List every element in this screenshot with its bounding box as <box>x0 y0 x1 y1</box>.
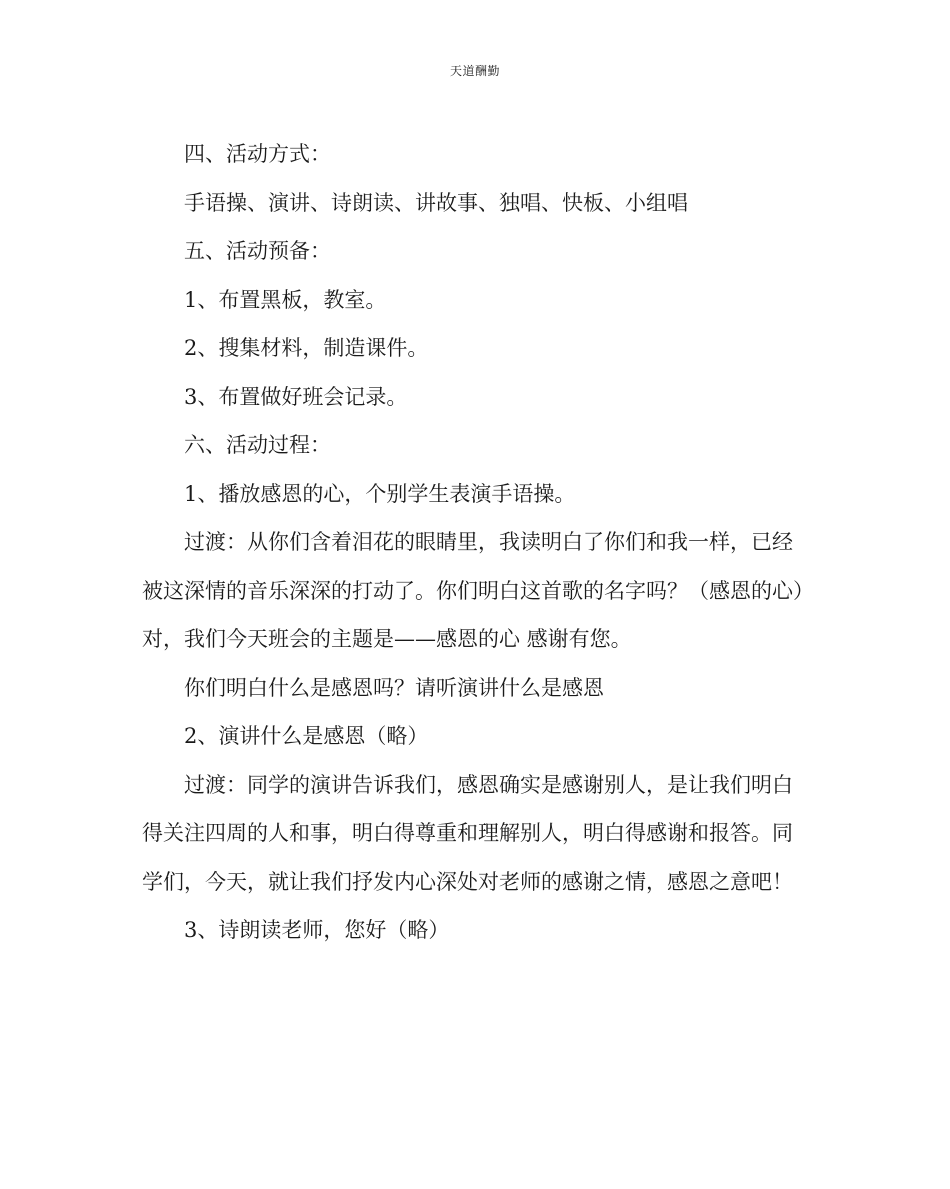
page-header: 天道酬勤 <box>449 64 500 78</box>
list-item-prep-1: 1、布置黑板，教室。 <box>184 287 387 312</box>
section-heading-activity-method: 四、活动方式： <box>184 142 331 166</box>
list-item-process-2: 2、演讲什么是感恩（略） <box>184 724 429 748</box>
paragraph-transition-1: 过渡：从你们含着泪花的眼睛里，我读明白了你们和我一样，已经被这深情的音乐深深的打动了。你们明白这首歌的名字吗？（感恩的心）对，我们今天班会的主题是——感恩的心 感谢有您。 <box>142 530 804 651</box>
document-body <box>142 130 807 955</box>
section-heading-process: 六、活动过程： <box>184 433 331 457</box>
paragraph-transition-2: 过渡：同学的演讲告诉我们，感恩确实是感谢别人，是让我们明白得关注四周的人和事，明白得尊重和理解别人，明白得感谢和报答。同学们，今天，就让我们抒发内心深处对老师的感谢之情，感恩之意吧！ <box>142 772 793 894</box>
list-item-prep-3: 3、布置做好班会记录。 <box>184 384 408 409</box>
paragraph-question: 你们明白什么是感恩吗？请听演讲什么是感恩 <box>184 675 604 700</box>
list-item-process-1: 1、播放感恩的心，个别学生表演手语操。 <box>184 481 576 506</box>
section-heading-preparation: 五、活动预备： <box>184 239 331 263</box>
paragraph-activity-forms: 手语操、演讲、诗朗读、讲故事、独唱、快板、小组唱 <box>184 190 688 215</box>
list-item-prep-2: 2、搜集材料，制造课件。 <box>184 336 429 360</box>
list-item-process-3: 3、诗朗读老师，您好（略） <box>184 918 450 942</box>
